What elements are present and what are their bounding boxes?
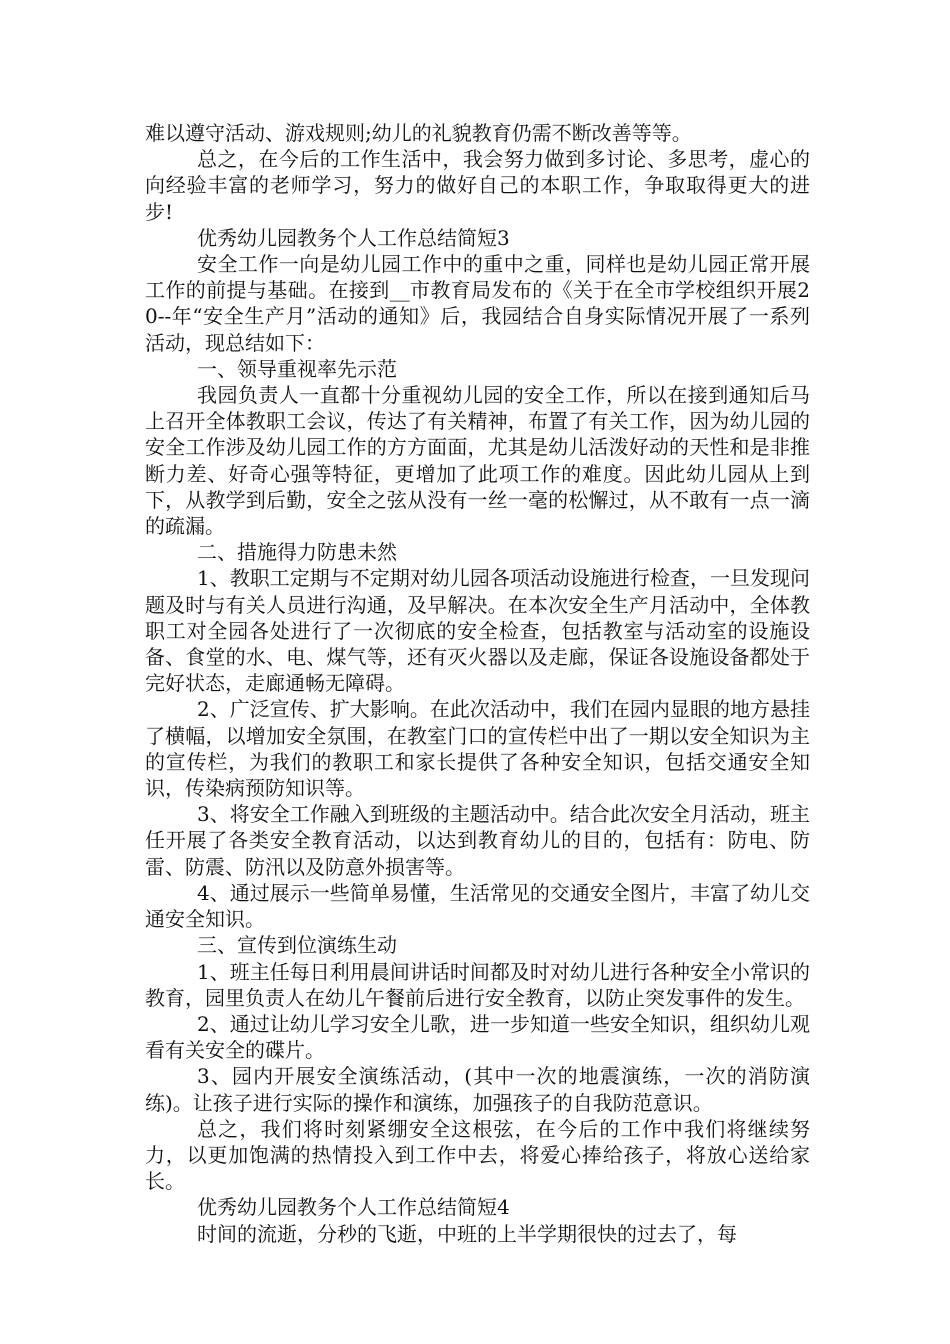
paragraph-11: 4、通过展示一些简单易懂，生活常见的交通安全图片，丰富了幼儿交通安全知识。 bbox=[145, 880, 810, 932]
paragraph-2: 总之，在今后的工作生活中，我会努力做到多讨论、多思考，虚心的向经验丰富的老师学习，努力的做好自己的本职工作，争取取得更大的进步! bbox=[145, 147, 810, 224]
subheading-3: 三、宣传到位演练生动 bbox=[197, 933, 397, 958]
paragraph-4: 安全工作一向是幼儿园工作中的重中之重，同样也是幼儿园正常开展工作的前提与基础。在接到__市教育局发布的《关于在全市学校组织开展20--年“安全生产月”活动的通知》后，我园结合自身实际情况开展了一系列活动，现总结如下： bbox=[145, 252, 810, 355]
paragraph-18: 时间的流逝，分秒的飞逝，中班的上半学期很快的过去了，每 bbox=[197, 1221, 737, 1246]
paragraph-6: 我园负责人一直都十分重视幼儿园的安全工作，所以在接到通知后马上召开全体教职工会议，传达了有关精神，布置了有关工作，因为幼儿园的安全工作涉及幼儿园工作的方方面面，尤其是幼儿活泼好动的天性和是非推断力差、好奇心强等特征，更增加了此项工作的难度。因此幼儿园从上到下，从教学到后勤，安全之弦从没有一丝一毫的松懈过，从不敢有一点一滴的疏漏。 bbox=[145, 383, 810, 539]
paragraph-9: 2、广泛宣传、扩大影响。在此次活动中，我们在园内显眼的地方悬挂了横幅，以增加安全氛围，在教室门口的宣传栏中出了一期以安全知识为主的宣传栏，为我们的教职工和家长提供了各种安全知识，包括交通安全知识，传染病预防知识等。 bbox=[145, 697, 810, 801]
paragraph-1: 难以遵守活动、游戏规则;幼儿的礼貌教育仍需不断改善等等。 bbox=[145, 121, 692, 145]
section-heading-4: 优秀幼儿园教务个人工作总结简短4 bbox=[197, 1195, 510, 1220]
paragraph-14: 2、通过让幼儿学习安全儿歌，进一步知道一些安全知识，组织幼儿观看有关安全的碟片。 bbox=[145, 1011, 810, 1063]
subheading-1: 一、领导重视率先示范 bbox=[197, 356, 397, 381]
document-body bbox=[145, 120, 810, 1247]
section-heading-3: 优秀幼儿园教务个人工作总结简短3 bbox=[197, 225, 510, 250]
paragraph-13: 1、班主任每日利用晨间讲话时间都及时对幼儿进行各种安全小常识的教育，园里负责人在幼儿午餐前后进行安全教育，以防止突发事件的发生。 bbox=[145, 959, 810, 1010]
paragraph-15: 3、园内开展安全演练活动，(其中一次的地震演练，一次的消防演练)。让孩子进行实际的操作和演练，加强孩子的自我防范意识。 bbox=[145, 1064, 810, 1115]
subheading-2: 二、措施得力防患未然 bbox=[197, 540, 397, 565]
paragraph-8: 1、教职工定期与不定期对幼儿园各项活动设施进行检查，一旦发现问题及时与有关人员进行沟通，及早解决。在本次安全生产月活动中，全体教职工对全园各处进行了一次彻底的安全检查，包括教室与活动室的设施设备、食堂的水、电、煤气等，还有灭火器以及走廊，保证各设施设备都处于完好状态，走廊通畅无障碍。 bbox=[145, 566, 810, 696]
paragraph-16: 总之，我们将时刻紧绷安全这根弦，在今后的工作中我们将继续努力，以更加饱满的热情投入到工作中去，将爱心捧给孩子，将放心送给家长。 bbox=[145, 1116, 810, 1194]
paragraph-10: 3、将安全工作融入到班级的主题活动中。结合此次安全月活动，班主任开展了各类安全教育活动，以达到教育幼儿的目的，包括有：防电、防雷、防震、防汛以及防意外损害等。 bbox=[145, 802, 810, 879]
